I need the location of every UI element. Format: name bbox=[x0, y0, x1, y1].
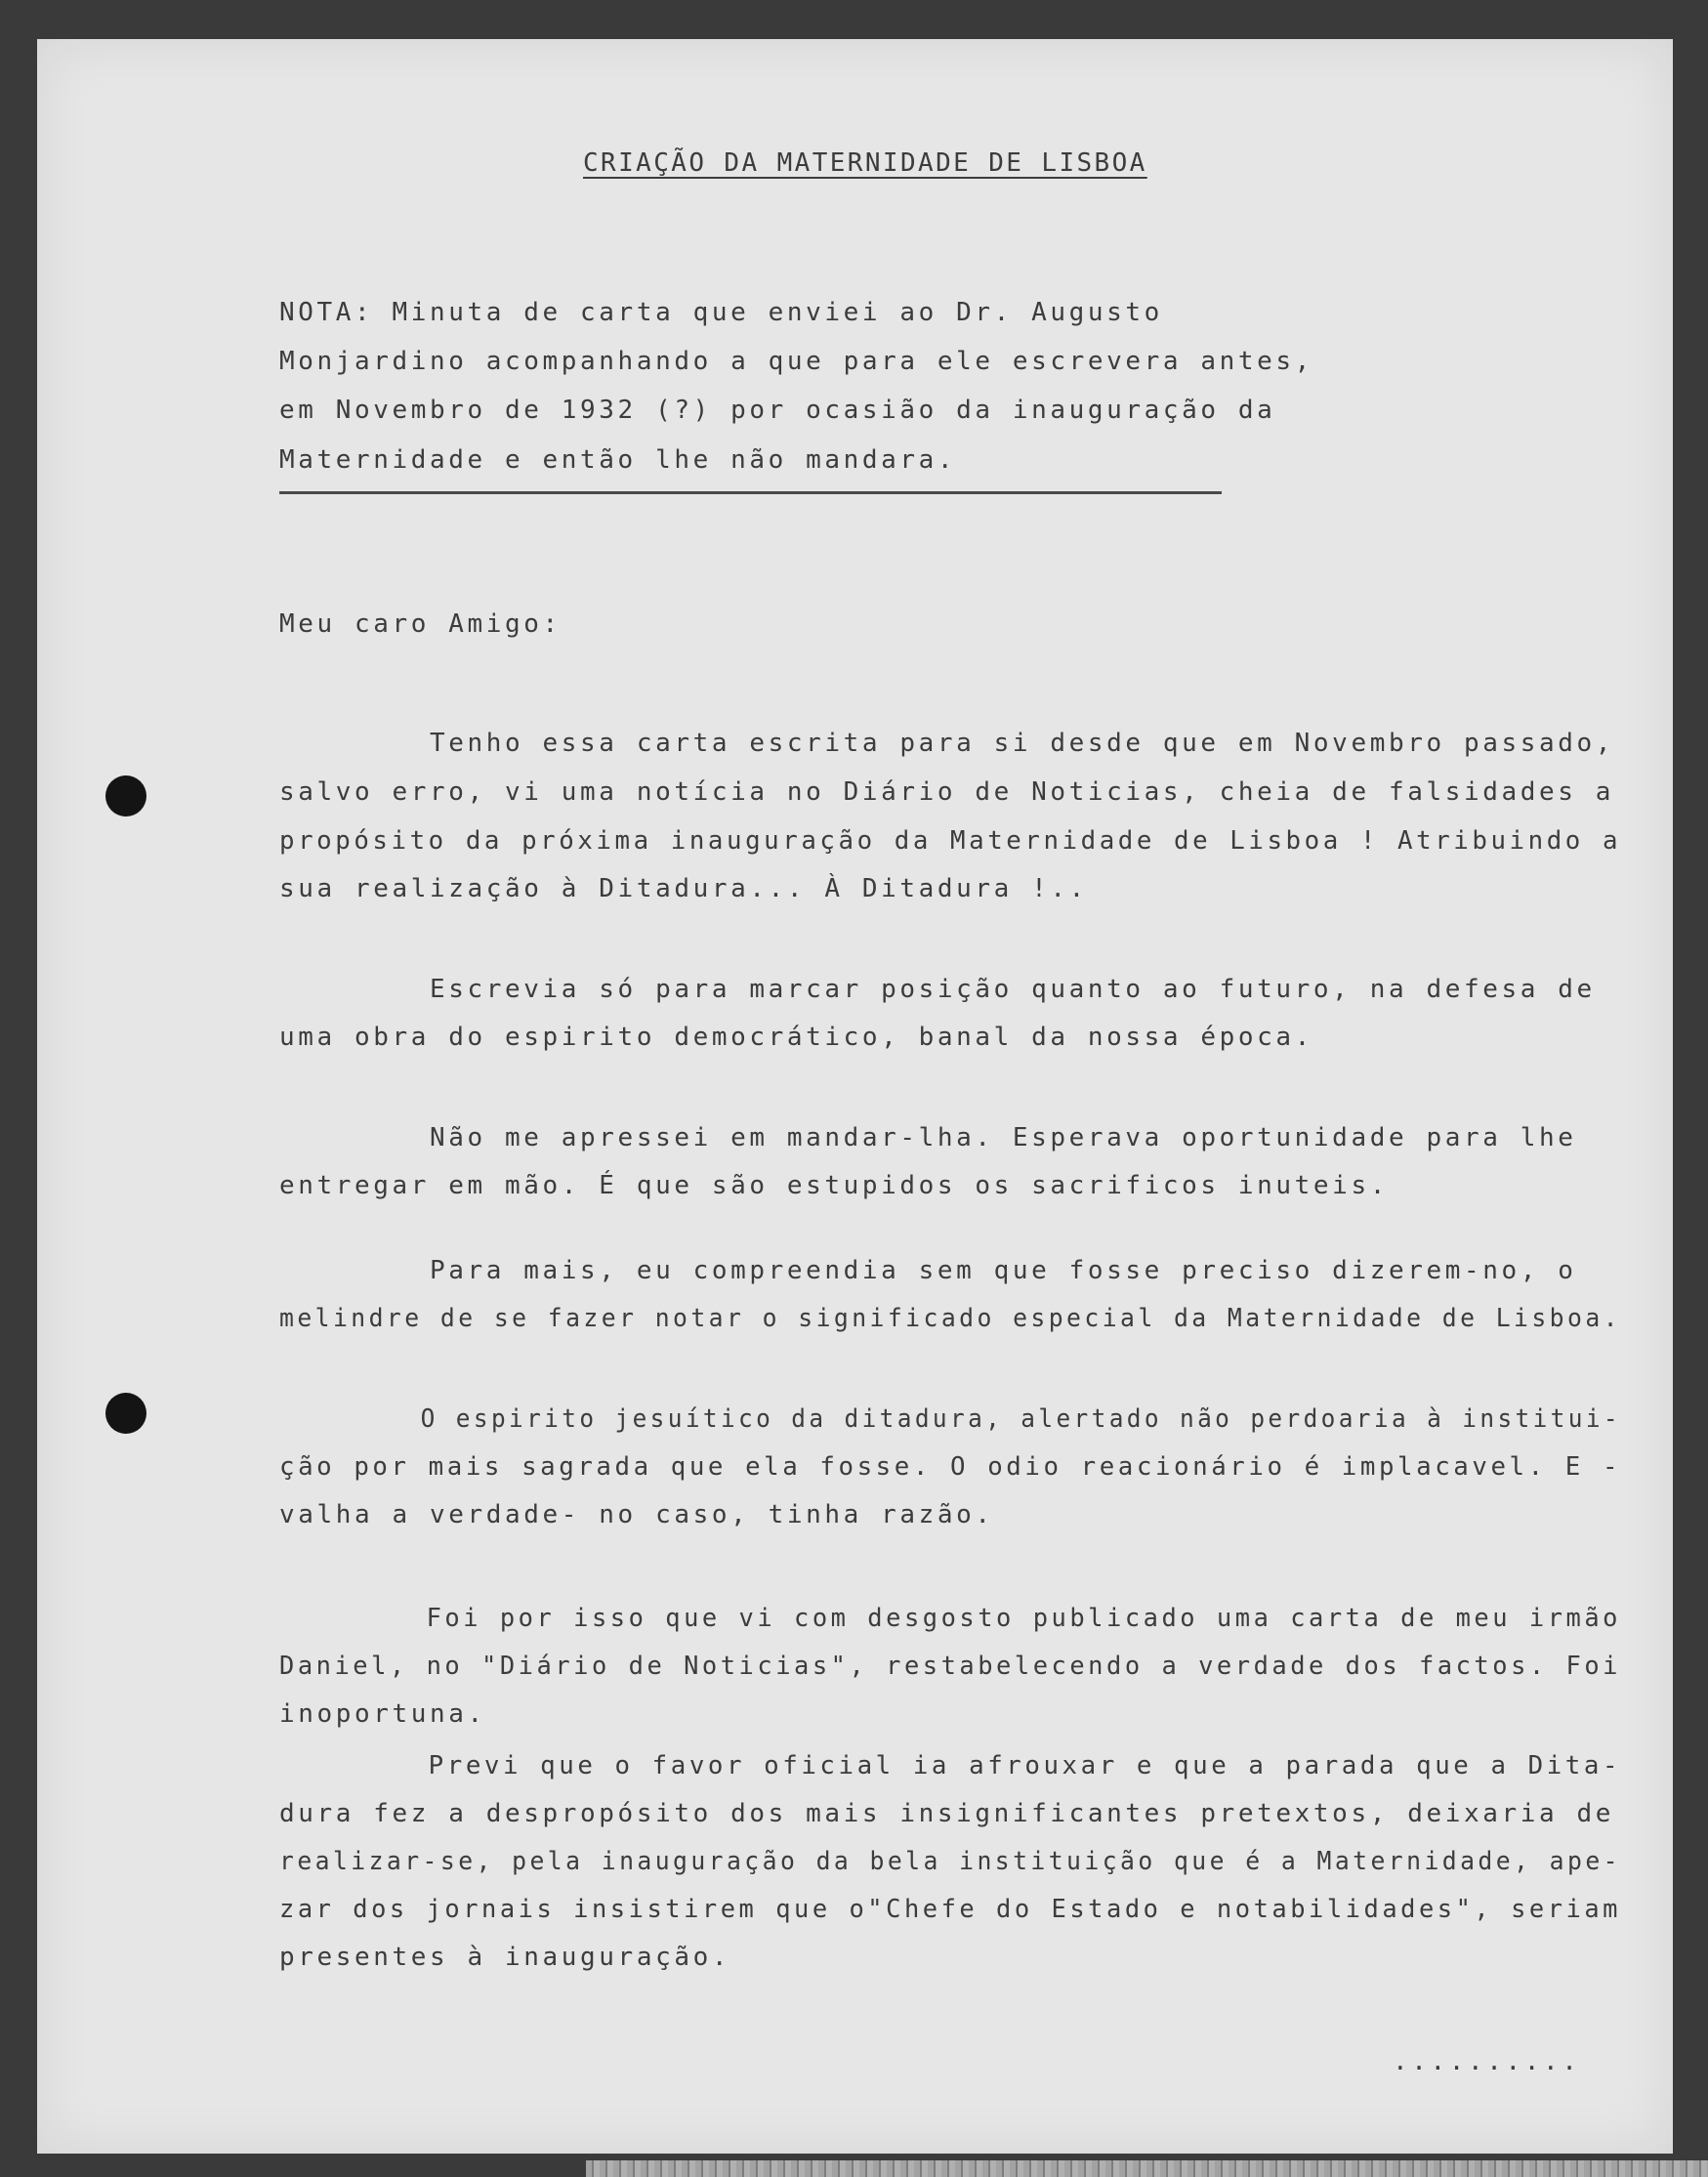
paragraph-line: ção por mais sagrada que ela fosse. O odio reacionário é implacavel. E - bbox=[279, 1452, 1622, 1482]
paragraph-line: O espirito jesuítico da ditadura, alertado não perdoaria à institui- bbox=[279, 1404, 1622, 1434]
scanner-ruler-strip bbox=[586, 2160, 1708, 2177]
document-title: CRIAÇÃO DA MATERNIDADE DE LISBOA bbox=[583, 148, 1147, 178]
note-line: em Novembro de 1932 (?) por ocasião da inauguração da bbox=[279, 396, 1276, 425]
continuation-dots: .......... bbox=[1393, 2047, 1581, 2076]
paragraph-line: propósito da próxima inauguração da Maternidade de Lisboa ! Atribuindo a bbox=[279, 826, 1622, 856]
paragraph-line: inoportuna. bbox=[279, 1699, 486, 1729]
punch-hole-bottom bbox=[105, 1393, 146, 1434]
paragraph-line: sua realização à Ditadura... À Ditadura !.. bbox=[279, 874, 1088, 903]
note-line: Maternidade e então lhe não mandara. bbox=[279, 445, 957, 475]
paragraph-line: entregar em mão. É que são estupidos os sacrificos inuteis. bbox=[279, 1171, 1389, 1200]
paragraph-line: Foi por isso que vi com desgosto publicado uma carta de meu irmão bbox=[279, 1604, 1622, 1633]
paragraph-line: Previ que o favor oficial ia afrouxar e que a parada que a Dita- bbox=[279, 1751, 1622, 1780]
salutation: Meu caro Amigo: bbox=[279, 609, 562, 639]
paragraph-line: Daniel, no "Diário de Noticias", restabelecendo a verdade dos factos. Foi bbox=[279, 1652, 1622, 1681]
paragraph-line: Escrevia só para marcar posição quanto ao futuro, na defesa de bbox=[279, 975, 1596, 1004]
punch-hole-top bbox=[105, 775, 146, 816]
paragraph-line: realizar-se, pela inauguração da bela instituição que é a Maternidade, ape- bbox=[279, 1847, 1621, 1876]
paragraph-line: presentes à inauguração. bbox=[279, 1943, 731, 1972]
paragraph-line: salvo erro, vi uma notícia no Diário de Noticias, cheia de falsidades a bbox=[279, 777, 1614, 807]
paragraph-line: melindre de se fazer notar o significado especial da Maternidade de Lisboa. bbox=[279, 1304, 1621, 1333]
note-line: Monjardino acompanhando a que para ele escrevera antes, bbox=[279, 347, 1313, 376]
paragraph-line: valha a verdade- no caso, tinha razão. bbox=[279, 1500, 994, 1529]
paragraph-line: Tenho essa carta escrita para si desde que em Novembro passado, bbox=[279, 729, 1614, 758]
paragraph-line: Para mais, eu compreendia sem que fosse preciso dizerem-no, o bbox=[279, 1256, 1577, 1285]
note-line: NOTA: Minuta de carta que enviei ao Dr. Augusto bbox=[279, 298, 1163, 327]
paragraph-line: dura fez a despropósito dos mais insignificantes pretextos, deixaria de bbox=[279, 1799, 1614, 1828]
paragraph-line: zar dos jornais insistirem que o"Chefe do Estado e notabilidades", seriam bbox=[279, 1895, 1622, 1924]
paragraph-line: Não me apressei em mandar-lha. Esperava oportunidade para lhe bbox=[279, 1123, 1577, 1152]
paragraph-line: uma obra do espirito democrático, banal da nossa época. bbox=[279, 1023, 1313, 1052]
note-underline bbox=[279, 491, 1222, 494]
